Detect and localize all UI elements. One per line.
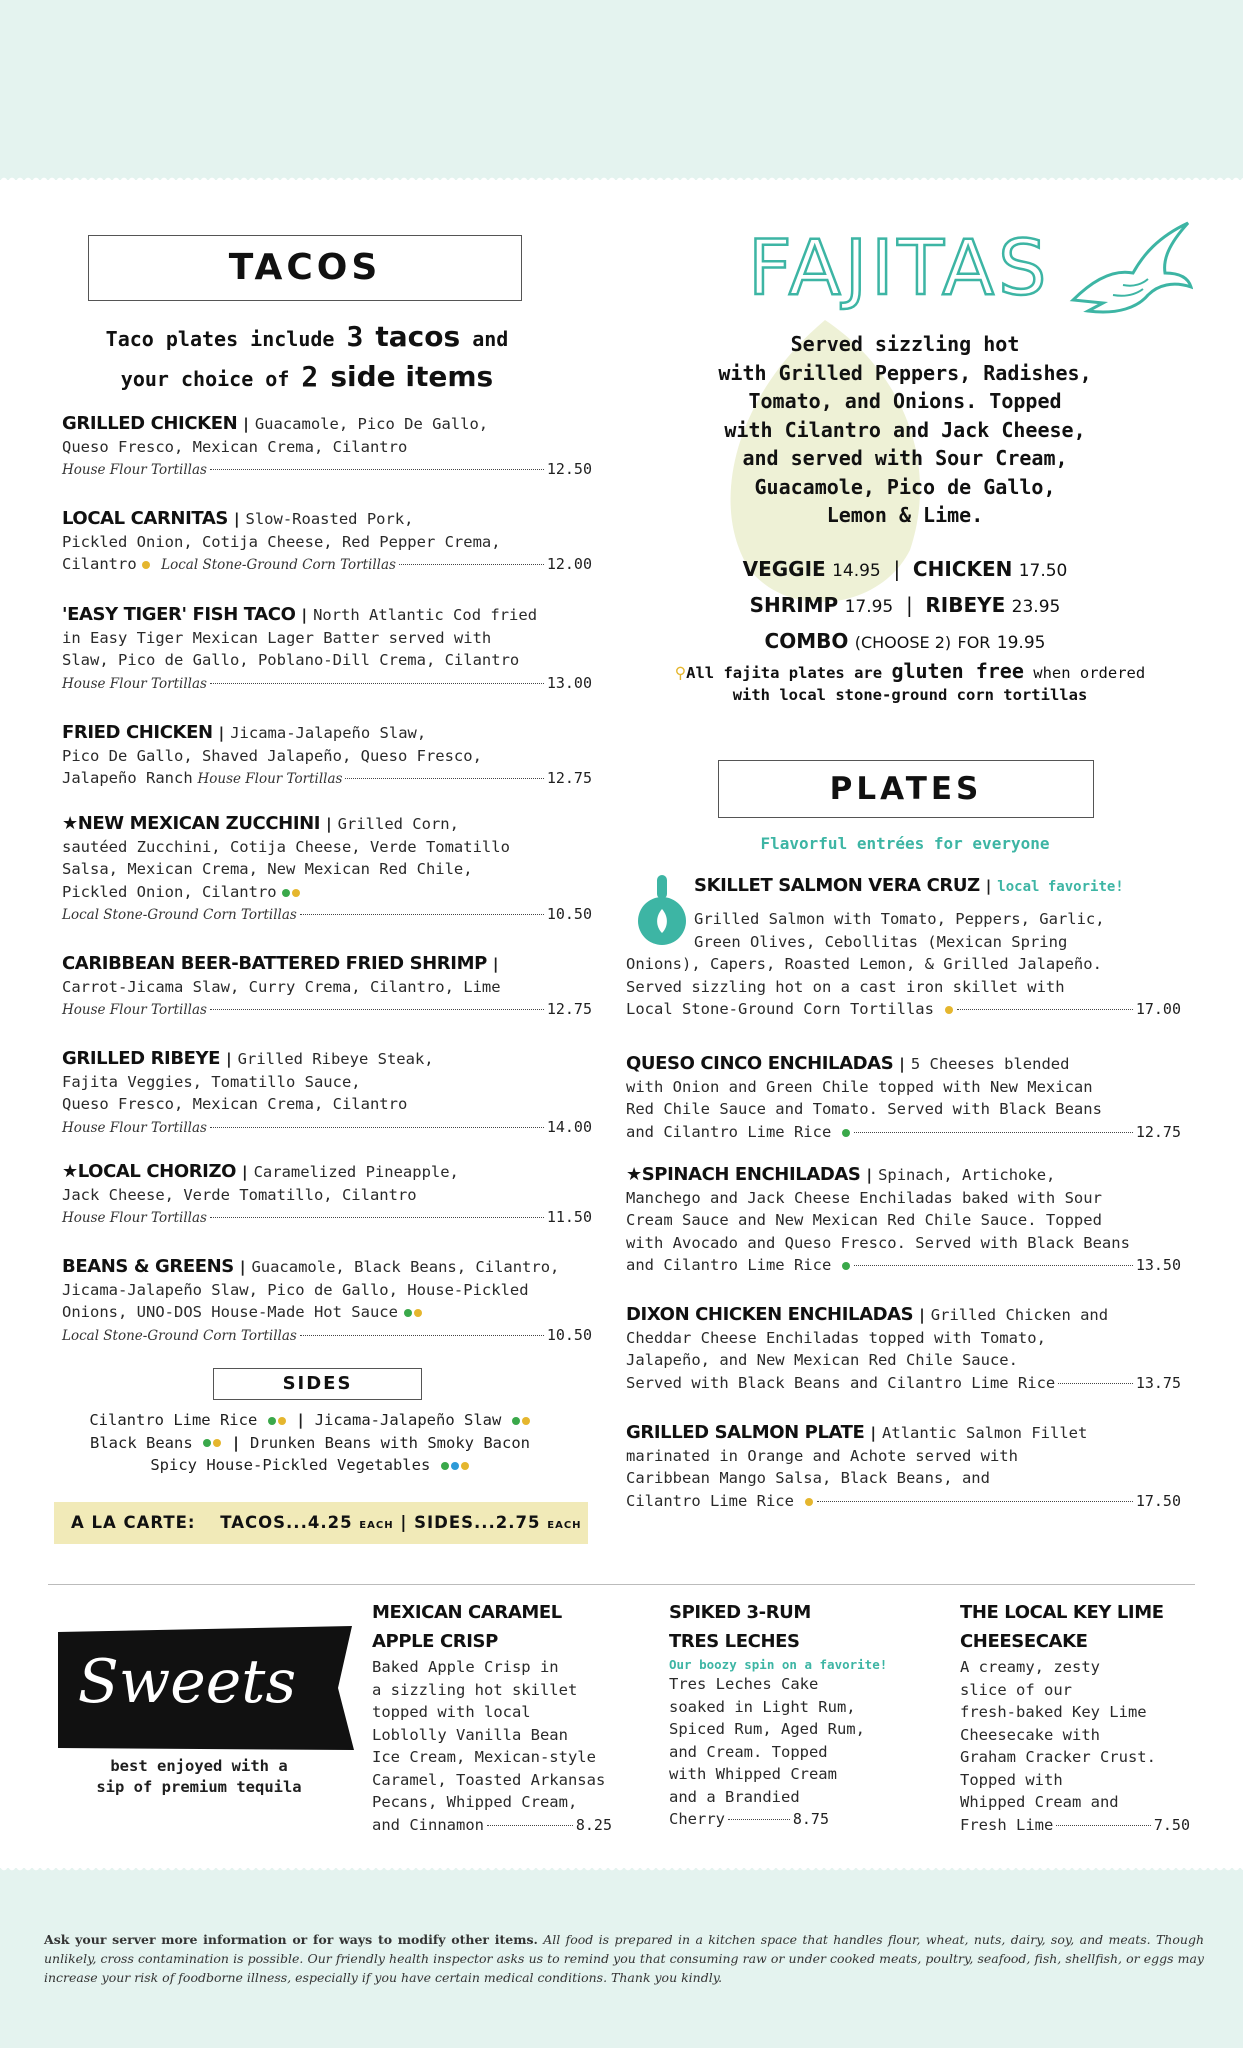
pin-icon: ⚲	[674, 664, 687, 682]
item-desc: Onions), Capers, Roasted Lemon, & Grilled Jalapeño.	[626, 955, 1102, 973]
item-desc: and Cinnamon	[372, 1815, 484, 1834]
fajita-chicken: CHICKEN	[912, 557, 1013, 581]
item-price: 10.50	[546, 1325, 592, 1344]
a-la-carte-tacos: TACOS...4.25	[220, 1513, 353, 1532]
intro-text: your choice of	[120, 367, 290, 391]
item-name: FRIED CHICKEN	[62, 722, 213, 743]
item-desc: Served with Black Beans and Cilantro Lime Rice	[626, 1373, 1056, 1392]
item-desc: Manchego and Jack Cheese Enchiladas baked with Sour	[626, 1188, 1102, 1207]
menu-item: GRILLED CHICKEN | Guacamole, Pico De Gallo, Queso Fresco, Mexican Crema, Cilantro House Flour Tortillas 12.50	[62, 413, 592, 482]
item-desc: and Cilantro Lime Rice	[626, 1122, 832, 1141]
item-desc: Slow-Roasted Pork,	[245, 510, 414, 528]
boozy-tag: Our boozy spin on a favorite!	[669, 1657, 888, 1672]
item-name: QUESO CINCO ENCHILADAS	[626, 1053, 894, 1074]
item-price: 8.25	[575, 1815, 612, 1834]
item-price: 12.75	[1135, 1122, 1181, 1141]
dessert-item	[372, 1598, 652, 1836]
item-desc: Whipped Cream and	[960, 1793, 1119, 1811]
item-name: GRILLED SALMON PLATE	[626, 1422, 865, 1443]
item-name: GRILLED CHICKEN	[62, 413, 238, 434]
item-desc: Green Olives, Cebollitas (Mexican Spring	[694, 932, 1068, 951]
item-desc: Jicama-Jalapeño Slaw, Pico de Gallo, House-Pickled	[62, 1280, 529, 1299]
item-price: 12.75	[546, 769, 592, 787]
tacos-intro	[62, 318, 552, 398]
dot-icon	[461, 1462, 469, 1470]
allergy-disclaimer	[44, 1930, 1204, 1987]
item-desc: Pickled Onion, Cilantro	[62, 882, 277, 901]
menu-item: ★NEW MEXICAN ZUCCHINI | Grilled Corn, sautéed Zucchini, Cotija Cheese, Verde Tomatillo Salsa, Mexican Crema, New Mexican Red Chile, Pickled Onion, Cilantro Local Stone-Ground Corn Tortillas 10.50	[62, 813, 592, 927]
item-desc: Atlantic Salmon Fillet	[882, 1424, 1088, 1442]
dot-icon	[292, 889, 300, 897]
item-desc: Grilled Salmon with Tomato, Peppers, Garlic,	[694, 910, 1105, 928]
top-band	[0, 0, 1243, 180]
item-desc: Grilled Chicken and	[930, 1306, 1109, 1324]
local-favorite-tag: local favorite!	[997, 879, 1124, 895]
item-price: 14.00	[546, 1117, 592, 1136]
desc-line: and served with Sour Cream,	[742, 446, 1068, 470]
dot-icon	[842, 1262, 850, 1270]
dessert-title: CHEESECAKE	[960, 1631, 1088, 1652]
dessert-title: TRES LECHES	[669, 1631, 800, 1652]
item-price: 11.50	[546, 1208, 592, 1226]
item-desc: Graham Cracker Crust.	[960, 1748, 1156, 1766]
item-desc: fresh-baked Key Lime	[960, 1703, 1147, 1721]
price: 19.95	[996, 633, 1046, 653]
item-price: 17.50	[1135, 1491, 1181, 1510]
gf-text: with local stone-ground corn tortillas	[732, 686, 1088, 704]
intro-tacos: tacos	[375, 320, 461, 353]
item-desc: Jicama-Jalapeño Slaw,	[230, 724, 427, 742]
desc-line: Served sizzling hot	[790, 332, 1020, 356]
item-desc: Grilled Corn,	[337, 815, 459, 833]
desc-line: with Cilantro and Jack Cheese,	[724, 417, 1086, 442]
side-item: Cilantro Lime Rice	[89, 1411, 258, 1429]
intro-text: and	[472, 327, 509, 351]
tortilla-type: Local Stone-Ground Corn Tortillas	[161, 557, 396, 573]
item-price: 7.50	[1153, 1815, 1190, 1834]
item-desc: Queso Fresco, Mexican Crema, Cilantro	[62, 437, 408, 456]
item-price: 13.50	[1135, 1256, 1181, 1274]
side-item: Drunken Beans with Smoky Bacon	[250, 1433, 530, 1452]
item-name: ★LOCAL CHORIZO	[62, 1161, 237, 1182]
plate-item: GRILLED SALMON PLATE | Atlantic Salmon Fillet marinated in Orange and Achote served with Caribbean Mango Salsa, Black Beans, and Cilantro Lime Rice 17.50	[626, 1422, 1181, 1512]
item-desc: Topped with	[960, 1770, 1063, 1789]
dot-icon	[945, 1006, 953, 1014]
item-desc: with Onion and Green Chile topped with New Mexican	[626, 1077, 1093, 1096]
fajita-shrimp: SHRIMP	[749, 593, 839, 617]
price: 14.95	[832, 561, 881, 581]
item-desc: Served sizzling hot on a cast iron skillet with	[626, 977, 1065, 996]
item-desc: soaked in Light Rum,	[669, 1697, 856, 1716]
combo-note: (CHOOSE 2)	[854, 633, 952, 652]
sides-header: SIDES	[213, 1368, 422, 1400]
intro-number: 3	[346, 320, 364, 353]
menu-item: ★LOCAL CHORIZO | Caramelized Pineapple, Jack Cheese, Verde Tomatillo, Cilantro House Flour Tortillas 11.50	[62, 1161, 592, 1230]
item-desc: Caramelized Pineapple,	[253, 1163, 459, 1181]
side-item: Black Beans	[90, 1433, 193, 1452]
gf-text: All fajita plates are	[686, 664, 883, 682]
intro-number: 2	[301, 360, 319, 393]
intro-side-items: side items	[330, 360, 494, 393]
item-desc: Fajita Veggies, Tomatillo Sauce,	[62, 1072, 361, 1091]
note-line: sip of premium tequila	[96, 1778, 302, 1796]
item-desc: sautéed Zucchini, Cotija Cheese, Verde Tomatillo	[62, 837, 510, 856]
item-name: DIXON CHICKEN ENCHILADAS	[626, 1304, 914, 1325]
item-desc: 5 Cheeses blended	[910, 1055, 1070, 1073]
combo-for: FOR	[957, 633, 991, 652]
a-la-carte-each: EACH	[547, 1520, 582, 1531]
item-desc: Ice Cream, Mexican-style	[372, 1748, 596, 1766]
dessert-title: SPIKED 3-RUM	[669, 1602, 811, 1623]
dot-icon	[278, 1417, 286, 1425]
item-desc: Queso Fresco, Mexican Crema, Cilantro	[62, 1095, 408, 1113]
item-desc: Loblolly Vanilla Bean	[372, 1725, 568, 1744]
item-desc: Caribbean Mango Salsa, Black Beans, and	[626, 1469, 990, 1487]
item-desc: Pickled Onion, Cotija Cheese, Red Pepper Crema,	[62, 532, 501, 551]
item-desc: Onions, UNO-DOS House-Made Hot Sauce	[62, 1303, 398, 1321]
item-name: CARIBBEAN BEER-BATTERED FRIED SHRIMP	[62, 953, 487, 974]
gluten-free-note	[640, 660, 1180, 706]
item-desc: A creamy, zesty	[960, 1658, 1100, 1676]
item-name: BEANS & GREENS	[62, 1256, 234, 1277]
tortilla-type: Local Stone-Ground Corn Tortillas	[62, 1327, 297, 1344]
item-desc: and Cream. Topped	[669, 1742, 828, 1761]
tortilla-type: House Flour Tortillas	[62, 1119, 207, 1136]
plate-item: ★SPINACH ENCHILADAS | Spinach, Artichoke, Manchego and Jack Cheese Enchiladas baked with Sour Cream Sauce and New Mexican Red Chile Sauce. Topped with Avocado and Queso Fresco. Served with Black Beans and Cilantro Lime Rice 13.50	[626, 1164, 1181, 1277]
dessert-title: MEXICAN CARAMEL	[372, 1602, 562, 1623]
item-desc: in Easy Tiger Mexican Lager Batter served with	[62, 628, 492, 647]
plates-header: PLATES	[718, 760, 1094, 818]
dot-icon	[451, 1462, 459, 1470]
item-desc: Jalapeño, and New Mexican Red Chile Sauce.	[626, 1351, 1018, 1369]
fajita-veggie: VEGGIE	[742, 557, 826, 581]
sweets-note	[64, 1756, 334, 1798]
item-desc: Cherry	[669, 1810, 725, 1828]
item-name: GRILLED RIBEYE	[62, 1048, 221, 1069]
menu-item: 'EASY TIGER' FISH TACO | North Atlantic Cod fried in Easy Tiger Mexican Lager Batter served with Slaw, Pico de Gallo, Poblano-Dill Crema, Cilantro House Flour Tortillas 13.00	[62, 604, 592, 695]
item-desc: Guacamole, Black Beans, Cilantro,	[251, 1258, 560, 1276]
gf-text: when ordered	[1033, 664, 1146, 682]
price: 23.95	[1011, 597, 1061, 617]
item-desc: Guacamole, Pico De Gallo,	[254, 415, 489, 433]
fajitas-description	[660, 330, 1150, 530]
desc-line: with Grilled Peppers, Radishes,	[718, 360, 1092, 385]
dessert-title: APPLE CRISP	[372, 1631, 498, 1652]
sides-list: Cilantro Lime Rice | Jicama-Jalapeño Slaw Black Beans | Drunken Beans with Smoky Bacon Spicy House-Pickled Vegetables	[89, 1411, 530, 1474]
item-price: 12.00	[546, 555, 592, 573]
item-desc: topped with local	[372, 1703, 531, 1721]
item-desc: Jalapeño Ranch	[62, 769, 193, 787]
item-name: ★NEW MEXICAN ZUCCHINI	[62, 813, 321, 834]
dot-icon	[805, 1498, 813, 1506]
plate-item: QUESO CINCO ENCHILADAS | 5 Cheeses blended with Onion and Green Chile topped with New Mexican Red Chile Sauce and Tomato. Served with Black Beans and Cilantro Lime Rice 12.75	[626, 1053, 1181, 1143]
tacos-header: TACOS	[88, 235, 522, 301]
dessert-item	[669, 1598, 939, 1831]
menu-item: BEANS & GREENS | Guacamole, Black Beans, Cilantro, Jicama-Jalapeño Slaw, Pico de Gallo, House-Pickled Onions, UNO-DOS House-Made Hot Sauce Local Stone-Ground Corn Tortillas 10.50	[62, 1256, 592, 1347]
item-desc: Cilantro Lime Rice	[626, 1491, 794, 1510]
disclaimer-bold: Ask your server more information or for ways to modify other items.	[44, 1932, 538, 1947]
a-la-carte-sides: SIDES...2.75	[414, 1513, 541, 1532]
item-price: 13.75	[1135, 1373, 1181, 1392]
section-divider	[48, 1584, 1195, 1585]
item-desc: Cheesecake with	[960, 1725, 1100, 1744]
item-desc: North Atlantic Cod fried	[313, 606, 538, 624]
dot-icon	[282, 889, 290, 897]
dot-icon	[512, 1417, 520, 1425]
desc-line: Lemon & Lime.	[826, 503, 984, 527]
menu-item: LOCAL CARNITAS | Slow-Roasted Pork, Pickled Onion, Cotija Cheese, Red Pepper Crema, Cilantro Local Stone-Ground Corn Tortillas 12.00	[62, 508, 592, 577]
dot-icon	[404, 1309, 412, 1317]
item-desc: with Avocado and Queso Fresco. Served with Black Beans	[626, 1233, 1130, 1252]
menu-item: CARIBBEAN BEER-BATTERED FRIED SHRIMP | Carrot-Jicama Slaw, Curry Crema, Cilantro, Lime House Flour Tortillas 12.75	[62, 953, 592, 1022]
sweets-flag-label: Sweets	[77, 1647, 297, 1717]
menu-item: FRIED CHICKEN | Jicama-Jalapeño Slaw, Pico De Gallo, Shaved Jalapeño, Queso Fresco, Jalapeño Ranch House Flour Tortillas 12.75	[62, 722, 592, 791]
item-desc: Pecans, Whipped Cream,	[372, 1793, 578, 1811]
item-price: 13.00	[546, 673, 592, 692]
item-name: LOCAL CARNITAS	[62, 508, 228, 529]
side-item: Spicy House-Pickled Vegetables	[150, 1456, 431, 1474]
item-name: 'EASY TIGER' FISH TACO	[62, 604, 296, 625]
item-desc: Spinach, Artichoke,	[878, 1166, 1056, 1184]
item-price: 12.75	[546, 1000, 592, 1018]
fajitas-title: FAJITAS	[748, 223, 1051, 312]
item-desc: slice of our	[960, 1680, 1072, 1699]
fajita-ribeye: RIBEYE	[925, 593, 1006, 617]
dot-icon	[268, 1417, 276, 1425]
item-desc: Jack Cheese, Verde Tomatillo, Cilantro	[62, 1185, 417, 1204]
item-desc: Grilled Ribeye Steak,	[237, 1050, 434, 1068]
dot-icon	[522, 1417, 530, 1425]
item-desc: Local Stone-Ground Corn Tortillas	[626, 1000, 934, 1018]
dot-icon	[441, 1462, 449, 1470]
item-desc: Slaw, Pico de Gallo, Poblano-Dill Crema, Cilantro	[62, 651, 520, 669]
tortilla-type: House Flour Tortillas	[62, 1002, 207, 1018]
item-desc: Cream Sauce and New Mexican Red Chile Sauce. Topped	[626, 1211, 1102, 1229]
a-la-carte-each: EACH	[359, 1520, 394, 1531]
item-desc: a sizzling hot skillet	[372, 1680, 578, 1699]
item-desc: Fresh Lime	[960, 1815, 1054, 1834]
plates-subtitle: Flavorful entrées for everyone	[760, 834, 1050, 853]
tortilla-type: House Flour Tortillas	[197, 771, 343, 787]
item-desc: Spiced Rum, Aged Rum,	[669, 1720, 865, 1738]
item-desc: with Whipped Cream	[669, 1765, 837, 1783]
item-desc: Salsa, Mexican Crema, New Mexican Red Chile,	[62, 860, 473, 878]
note-line: best enjoyed with a	[110, 1757, 288, 1775]
item-price: 17.00	[1135, 1000, 1181, 1018]
desc-line: Tomato, and Onions. Topped	[748, 389, 1062, 413]
dot-icon	[142, 561, 150, 569]
gf-highlight: gluten free	[891, 659, 1024, 683]
plate-item: DIXON CHICKEN ENCHILADAS | Grilled Chicken and Cheddar Cheese Enchiladas topped with Tomato, Jalapeño, and New Mexican Red Chile Sauce. Served with Black Beans and Cilantro Lime Rice 13.75	[626, 1304, 1181, 1394]
fajitas-prices: VEGGIE 14.95 | CHICKEN 17.50 SHRIMP 17.95 | RIBEYE 23.95 COMBO (CHOOSE 2) FOR 19.95	[742, 557, 1068, 653]
item-price: 8.75	[792, 1810, 829, 1828]
tortilla-type: Local Stone-Ground Corn Tortillas	[62, 907, 297, 923]
item-desc: Carrot-Jicama Slaw, Curry Crema, Cilantro, Lime	[62, 977, 501, 996]
price: 17.50	[1018, 561, 1068, 581]
dessert-title: THE LOCAL KEY LIME	[960, 1602, 1164, 1623]
fajita-combo: COMBO	[764, 629, 849, 653]
item-desc: marinated in Orange and Achote served with	[626, 1446, 1018, 1465]
item-price: 10.50	[546, 905, 592, 923]
swallow-icon	[1063, 215, 1193, 325]
price: 17.95	[844, 597, 894, 617]
plate-item: SKILLET SALMON VERA CRUZ | local favorite!	[694, 875, 1124, 896]
tortilla-type: House Flour Tortillas	[62, 675, 207, 692]
dot-icon	[203, 1439, 211, 1447]
desc-line: Guacamole, Pico de Gallo,	[754, 474, 1056, 499]
dot-icon	[414, 1309, 422, 1317]
item-desc: and Cilantro Lime Rice	[626, 1256, 832, 1274]
item-desc: Cilantro	[62, 555, 137, 573]
side-item: Jicama-Jalapeño Slaw	[314, 1411, 502, 1429]
tortilla-type: House Flour Tortillas	[62, 462, 207, 478]
item-desc: Pico De Gallo, Shaved Jalapeño, Queso Fresco,	[62, 746, 482, 765]
a-la-carte-bar: A LA CARTE: TACOS...4.25 EACH | SIDES...2.75 EACH	[54, 1502, 588, 1544]
dot-icon	[842, 1129, 850, 1137]
item-desc: Tres Leches Cake	[669, 1675, 819, 1693]
item-desc: Red Chile Sauce and Tomato. Served with Black Beans	[626, 1100, 1102, 1118]
a-la-carte-label: A LA CARTE:	[71, 1513, 196, 1532]
item-desc: and a Brandied	[669, 1787, 800, 1806]
item-name: SKILLET SALMON VERA CRUZ	[694, 875, 980, 896]
item-desc: Cheddar Cheese Enchiladas topped with Tomato,	[626, 1328, 1046, 1347]
item-name: ★SPINACH ENCHILADAS	[626, 1164, 861, 1185]
tortilla-type: House Flour Tortillas	[62, 1210, 207, 1226]
plate-desc	[626, 908, 1181, 1021]
menu-item: GRILLED RIBEYE | Grilled Ribeye Steak, Fajita Veggies, Tomatillo Sauce, Queso Fresco, Mexican Crema, Cilantro House Flour Tortillas 14.00	[62, 1048, 592, 1139]
disclaimer-italic: All food is prepared in a kitchen space that handles flour, wheat, nuts, dairy, soy, and meats. Though unlikely, cross contamination is possible. Our friendly health inspector asks us to remind you that consuming raw or under cooked meats, poultry, seafood, fish, shellfish, or eggs may increase your risk of foodborne illness, especially if you have certain medical conditions. Thank you kindly.	[44, 1932, 1204, 1985]
dot-icon	[213, 1439, 221, 1447]
item-desc: Caramel, Toasted Arkansas	[372, 1770, 606, 1789]
intro-text: Taco plates include	[105, 327, 335, 351]
item-price: 12.50	[546, 460, 592, 478]
dessert-item	[960, 1598, 1200, 1836]
item-desc: Baked Apple Crisp in	[372, 1658, 559, 1676]
